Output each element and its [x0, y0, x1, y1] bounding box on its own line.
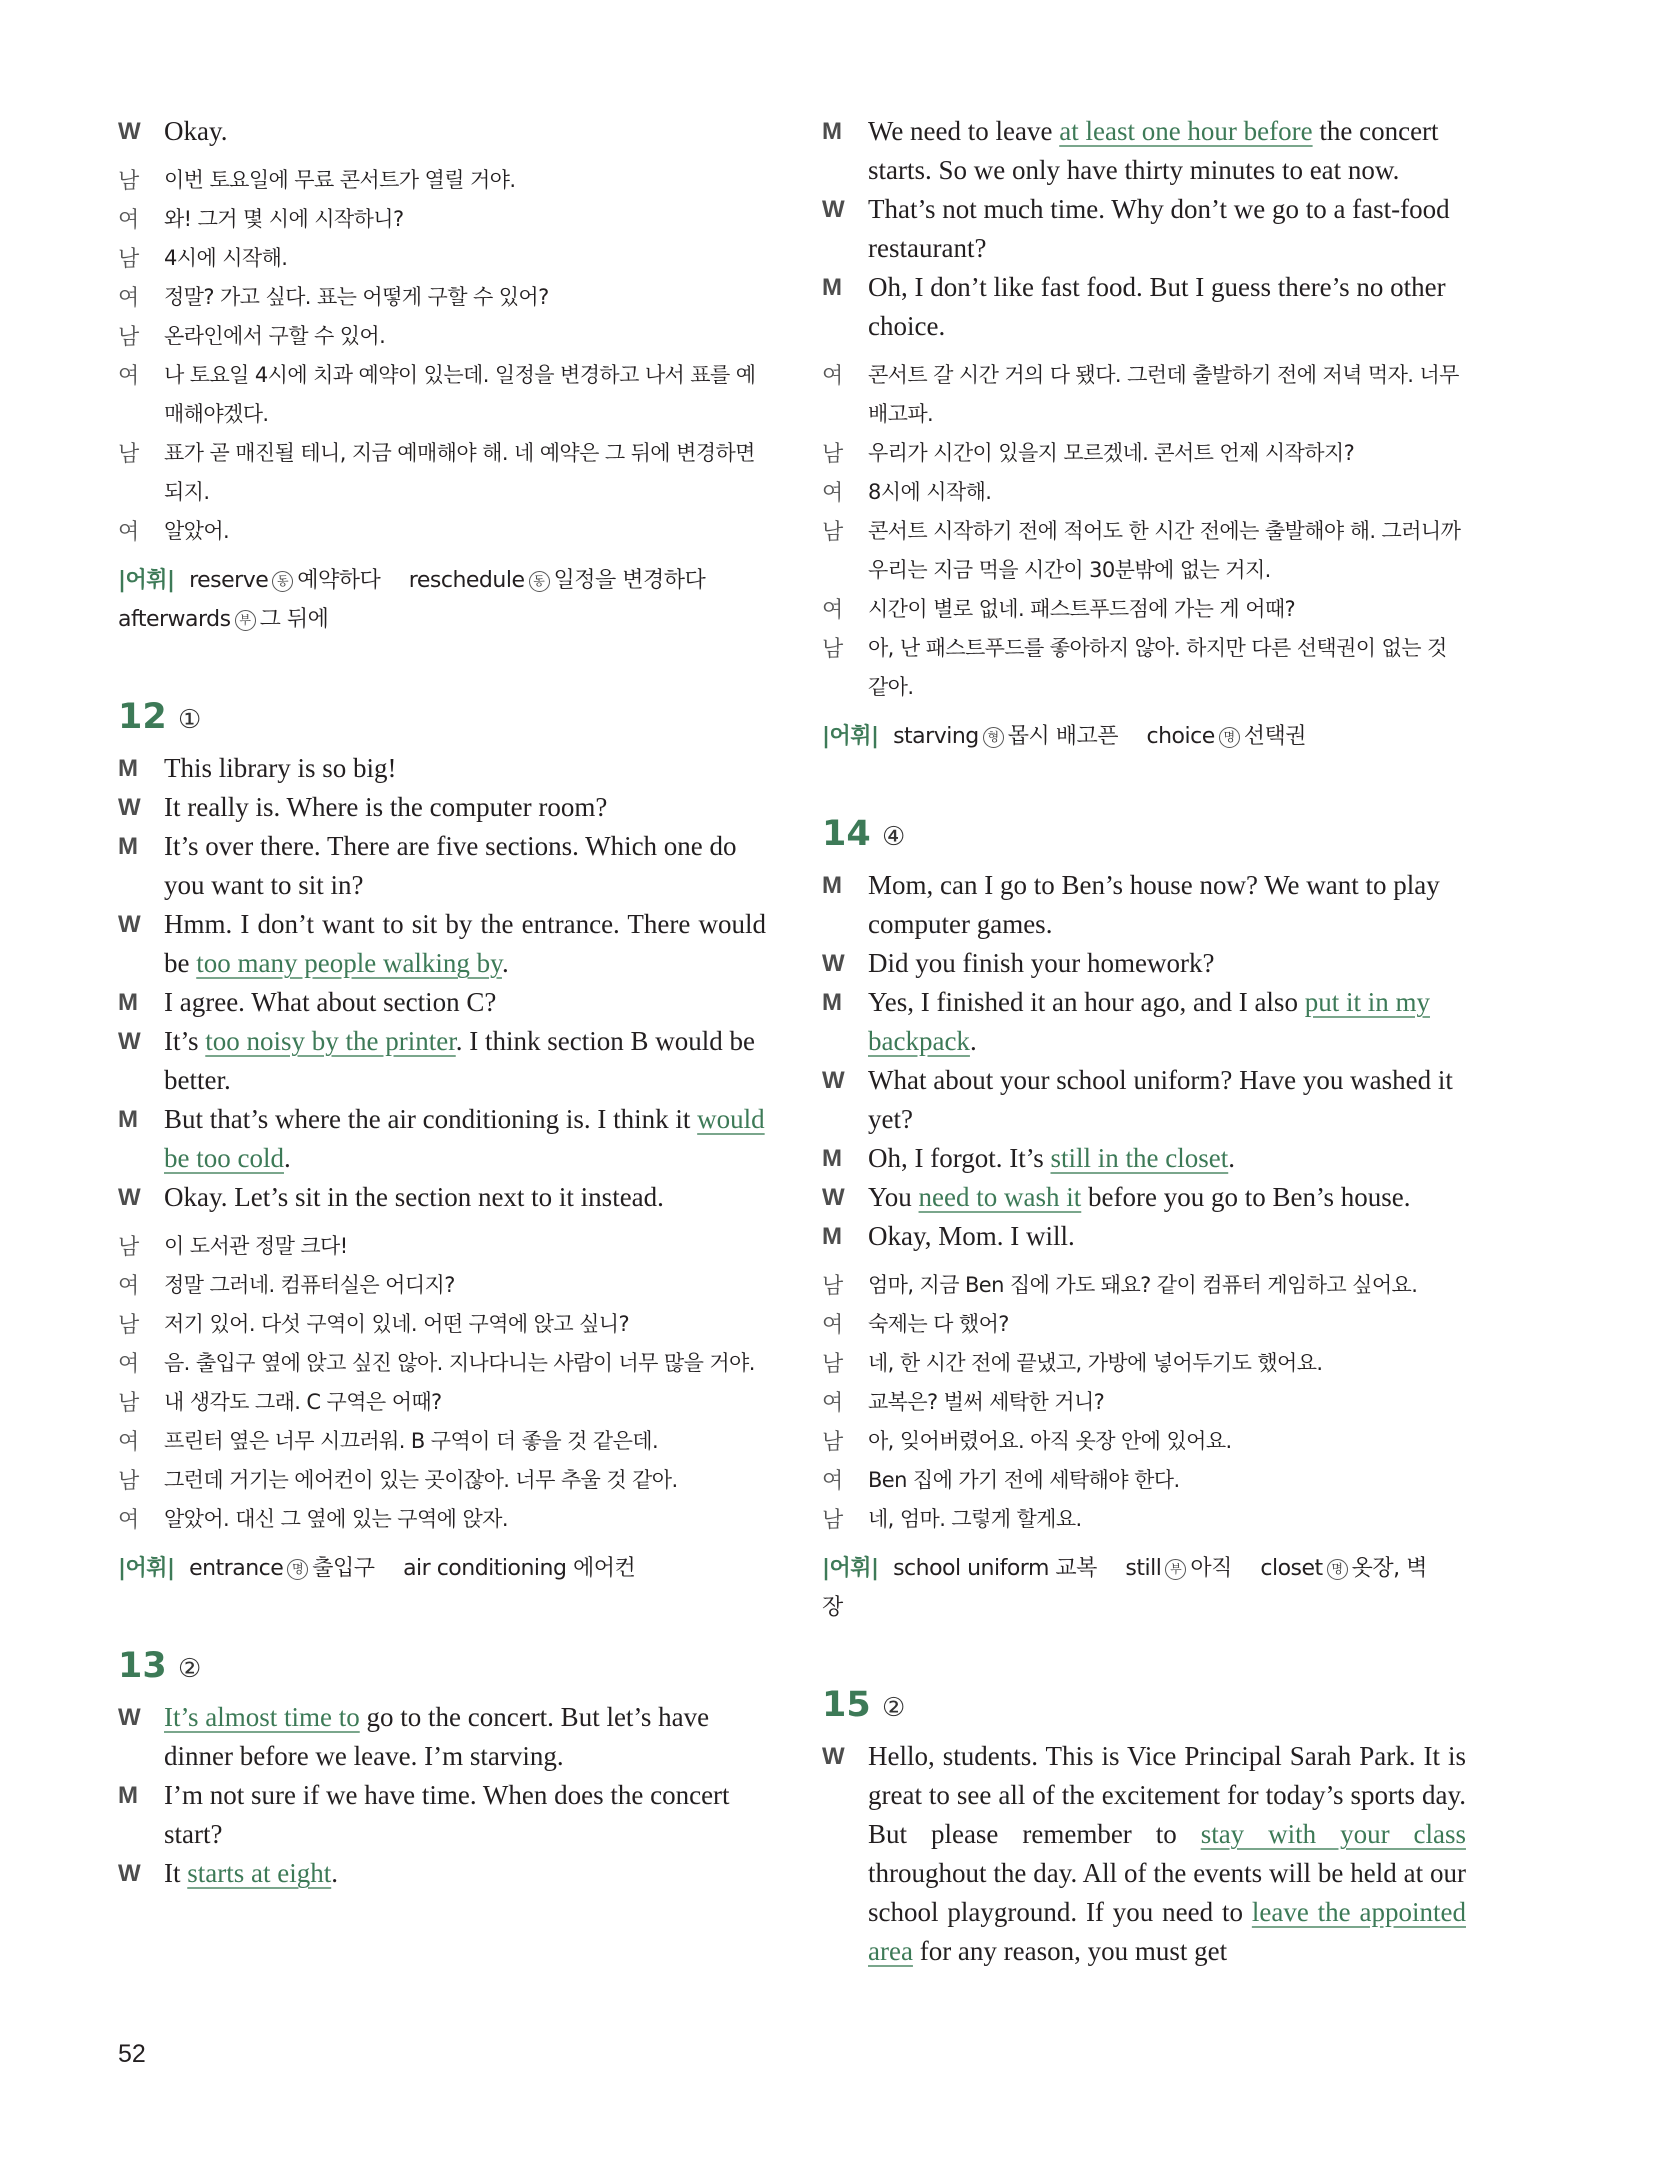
answer-blank: need to wash it — [918, 1182, 1082, 1212]
speaker-label: M — [118, 755, 138, 782]
speaker-label: W — [118, 911, 141, 938]
translation-text: 알았어. — [164, 519, 230, 543]
vocab-item — [1147, 724, 1307, 749]
dialogue-line — [118, 827, 766, 905]
speaker-label: 남 — [118, 1312, 140, 1337]
speaker-label: W — [118, 1184, 141, 1211]
translation-text: 그런데 거기는 에어컨이 있는 곳이잖아. 너무 추울 것 같아. — [164, 1468, 678, 1492]
vocab-word: reschedule — [408, 568, 525, 593]
text-segment: We need to leave — [868, 116, 1060, 146]
speaker-label: 남 — [118, 324, 140, 349]
adjective-mark-icon: 형 — [983, 727, 1004, 748]
translation-line — [822, 629, 1466, 707]
translation-line — [118, 512, 766, 551]
translation-text: 네, 엄마. 그렇게 할게요. — [868, 1507, 1082, 1531]
noun-mark-icon: 명 — [1219, 727, 1240, 748]
dialogue-line — [118, 1854, 766, 1893]
dialogue-line — [118, 1100, 766, 1178]
text-segment: . I think section B would be better. — [164, 1026, 755, 1095]
text-segment: It’s — [164, 1026, 206, 1056]
left-column — [118, 112, 766, 1893]
dialogue-line — [118, 1178, 766, 1217]
dialogue-line — [118, 788, 766, 827]
answer-blank: It’s almost time to — [164, 1702, 360, 1732]
speaker-label: M — [822, 989, 842, 1016]
speaker-label: 여 — [118, 519, 140, 544]
dialogue-text — [868, 112, 1466, 190]
right-column — [822, 112, 1466, 1971]
text-segment: Hmm. I don’t want to sit by the entrance. There would be — [164, 909, 766, 978]
answer-blank: leave the appointed area — [868, 1897, 1466, 1966]
dialogue-text: It’s over there. There are five sections. Which one do you want to sit in? — [164, 831, 737, 900]
dialogue-text: Okay. Let’s sit in the section next to it instead. — [164, 1182, 664, 1212]
translation-line — [822, 1266, 1466, 1305]
vocab-item — [403, 1556, 635, 1581]
text-segment: You — [868, 1182, 919, 1212]
speaker-label: 남 — [822, 1507, 844, 1532]
dialogue-text: Okay, Mom. I will. — [868, 1221, 1075, 1251]
text-segment: . — [501, 948, 509, 978]
dialogue-text: That’s not much time. Why don’t we go to a fast-food restaurant? — [868, 194, 1450, 263]
speaker-label: 남 — [822, 441, 844, 466]
question-header — [118, 1646, 766, 1686]
translation-text: 이 도서관 정말 크다! — [164, 1234, 348, 1258]
speaker-label: 여 — [118, 1507, 140, 1532]
question-number: 12 — [118, 697, 167, 737]
answer-mark: ② — [882, 1693, 906, 1723]
answer-blank: too noisy by the printer — [205, 1026, 456, 1056]
vocab-definition: 교복 — [1055, 1556, 1097, 1581]
dialogue-text — [868, 1178, 1466, 1217]
translation-text: 4시에 시작해. — [164, 246, 288, 270]
vocab-word: reserve — [189, 568, 269, 593]
dialogue-text — [868, 1139, 1466, 1178]
dialogue-text — [164, 1854, 766, 1893]
dialogue-text: What about your school uniform? Have you washed it yet? — [868, 1065, 1453, 1134]
speaker-label: M — [822, 872, 842, 899]
speaker-label: 여 — [118, 1429, 140, 1454]
speaker-label: 남 — [822, 1429, 844, 1454]
translation-line — [118, 1227, 766, 1266]
translation-line — [118, 1422, 766, 1461]
translation-text: Ben 집에 가기 전에 세탁해야 한다. — [868, 1468, 1180, 1492]
translation-text: 교복은? 벌써 세탁한 거니? — [868, 1390, 1105, 1414]
speaker-label: W — [118, 794, 141, 821]
translation-text: 콘서트 갈 시간 거의 다 됐다. 그런데 출발하기 전에 저녁 먹자. 너무 배고파. — [868, 363, 1459, 426]
dialogue-line — [822, 1217, 1466, 1256]
dialogue-text: I agree. What about section C? — [164, 987, 497, 1017]
translation-line — [118, 317, 766, 356]
translation-text: 아, 난 패스트푸드를 좋아하지 않아. 하지만 다른 선택권이 없는 것 같아. — [868, 636, 1447, 699]
dialogue-line — [822, 112, 1466, 190]
vocab-definition: 아직 — [1190, 1556, 1232, 1581]
speaker-label: W — [118, 1860, 141, 1887]
translation-line — [118, 434, 766, 512]
speaker-label: 남 — [118, 168, 140, 193]
dialogue-line — [118, 1022, 766, 1100]
vocab-definition: 예약하다 — [297, 568, 381, 593]
text-segment: . — [969, 1026, 977, 1056]
translation-line — [118, 161, 766, 200]
adverb-mark-icon: 부 — [1165, 1559, 1186, 1580]
vocabulary-box — [118, 561, 766, 639]
vocab-label: |어휘| — [822, 1556, 879, 1581]
translation-text: 우리가 시간이 있을지 모르겠네. 콘서트 언제 시작하지? — [868, 441, 1355, 465]
speaker-label: 여 — [822, 597, 844, 622]
answer-blank: stay with your class — [1200, 1819, 1466, 1849]
dialogue-line — [118, 1776, 766, 1854]
answer-mark: ① — [178, 705, 202, 735]
text-segment: . — [331, 1858, 338, 1888]
speaker-label: 여 — [118, 1351, 140, 1376]
vocab-item — [409, 568, 705, 593]
speaker-label: 여 — [118, 363, 140, 388]
translation-text: 8시에 시작해. — [868, 480, 992, 504]
translation-line — [822, 356, 1466, 434]
vocab-definition: 일정을 변경하다 — [553, 568, 706, 593]
translation-text: 네, 한 시간 전에 끝냈고, 가방에 넣어두기도 했어요. — [868, 1351, 1323, 1375]
speaker-label: W — [822, 1184, 845, 1211]
speaker-label: 남 — [822, 1351, 844, 1376]
speaker-label: 남 — [118, 1468, 140, 1493]
noun-mark-icon: 명 — [287, 1559, 308, 1580]
translation-line — [118, 1266, 766, 1305]
text-segment: the concert starts. So we only have thirty minutes to eat now. — [868, 116, 1439, 185]
translation-line — [118, 1500, 766, 1539]
text-segment: It — [164, 1858, 188, 1888]
speaker-label: W — [118, 1028, 141, 1055]
dialogue-text: Mom, can I go to Ben’s house now? We want to play computer games. — [868, 870, 1440, 939]
dialogue-line — [822, 1061, 1466, 1139]
answer-mark: ④ — [882, 822, 906, 852]
vocab-item — [893, 1556, 1097, 1581]
vocab-definition: 그 뒤에 — [259, 607, 329, 632]
translation-line — [118, 239, 766, 278]
vocab-label: |어휘| — [118, 1556, 175, 1581]
vocab-item — [893, 724, 1118, 749]
dialogue-text — [868, 983, 1466, 1061]
question-number: 13 — [118, 1646, 167, 1686]
answer-blank: starts at eight — [187, 1858, 332, 1888]
question-number: 14 — [822, 814, 871, 854]
vocab-definition: 출입구 — [312, 1556, 375, 1581]
translation-text: 저기 있어. 다섯 구역이 있네. 어떤 구역에 앉고 싶니? — [164, 1312, 630, 1336]
translation-line — [822, 590, 1466, 629]
dialogue-text — [164, 905, 766, 983]
translation-text: 아, 잊어버렸어요. 아직 옷장 안에 있어요. — [868, 1429, 1232, 1453]
translation-line — [822, 1422, 1466, 1461]
speaker-label: W — [822, 950, 845, 977]
question-number: 15 — [822, 1685, 871, 1725]
translation-text: 시간이 별로 없네. 패스트푸드점에 가는 게 어때? — [868, 597, 1296, 621]
speaker-label: M — [822, 274, 842, 301]
question-header — [822, 814, 1466, 854]
speaker-label: M — [118, 1106, 138, 1133]
dialogue-line — [118, 112, 766, 151]
speaker-label: M — [118, 989, 138, 1016]
translation-text: 내 생각도 그래. C 구역은 어때? — [164, 1390, 442, 1414]
page-number: 52 — [118, 2040, 146, 2068]
speaker-label: M — [118, 833, 138, 860]
text-segment: throughout the day. All of the events will be held at our school playground. If you need to — [868, 1858, 1466, 1927]
vocab-definition: 옷장, 벽장 — [822, 1556, 1427, 1620]
dialogue-text: Oh, I don’t like fast food. But I guess there’s no other choice. — [868, 272, 1446, 341]
vocab-word: entrance — [189, 1556, 284, 1581]
vocab-item — [189, 1556, 374, 1581]
translation-line — [822, 1500, 1466, 1539]
vocab-definition: 몹시 배고픈 — [1007, 724, 1118, 749]
text-segment: But that’s where the air conditioning is. I think it — [164, 1104, 698, 1134]
vocab-label: |어휘| — [118, 568, 175, 593]
speaker-label: W — [822, 1067, 845, 1094]
dialogue-text: It really is. Where is the computer room? — [164, 792, 608, 822]
speaker-label: 여 — [118, 1273, 140, 1298]
translation-text: 엄마, 지금 Ben 집에 가도 돼요? 같이 컴퓨터 게임하고 싶어요. — [868, 1273, 1418, 1297]
text-segment: for any reason, you must get — [912, 1936, 1228, 1966]
dialogue-text — [164, 1022, 766, 1100]
dialogue-line — [822, 944, 1466, 983]
translation-text: 표가 곧 매진될 테니, 지금 예매해야 해. 네 예약은 그 뒤에 변경하면 되지. — [164, 441, 755, 504]
speaker-label: 여 — [118, 207, 140, 232]
dialogue-text — [164, 1100, 766, 1178]
verb-mark-icon: 동 — [272, 571, 293, 592]
answer-blank: still in the closet — [1050, 1143, 1229, 1173]
vocab-word: still — [1125, 1556, 1162, 1581]
translation-line — [118, 278, 766, 317]
speaker-label: M — [822, 1145, 842, 1172]
translation-text: 음. 출입구 옆에 앉고 싶진 않아. 지나다니는 사람이 너무 많을 거야. — [164, 1351, 755, 1375]
translation-text: 온라인에서 구할 수 있어. — [164, 324, 386, 348]
question-header — [118, 697, 766, 737]
text-segment: go to the concert. But let’s have dinner before we leave. I’m starving. — [164, 1702, 710, 1771]
text-segment: . — [283, 1143, 291, 1173]
speaker-label: 남 — [118, 1234, 140, 1259]
translation-text: 와! 그거 몇 시에 시작하니? — [164, 207, 404, 231]
text-segment: . — [1228, 1143, 1235, 1173]
translation-line — [118, 1383, 766, 1422]
dialogue-line — [822, 1139, 1466, 1178]
dialogue-line — [118, 749, 766, 788]
vocabulary-box — [822, 1549, 1466, 1627]
speaker-label: 여 — [822, 480, 844, 505]
dialogue-line — [822, 268, 1466, 346]
vocab-word: school uniform — [893, 1556, 1049, 1581]
speaker-label: W — [118, 1704, 141, 1731]
translation-line — [118, 200, 766, 239]
translation-line — [822, 434, 1466, 473]
translation-line — [822, 1383, 1466, 1422]
answer-blank: put it in my backpack — [868, 987, 1430, 1056]
speaker-label: W — [822, 1743, 845, 1770]
vocab-item — [118, 607, 328, 632]
text-segment: Yes, I finished it an hour ago, and I also — [868, 987, 1305, 1017]
speaker-label: 남 — [118, 246, 140, 271]
translation-line — [822, 1305, 1466, 1344]
vocab-definition: 선택권 — [1243, 724, 1307, 749]
vocab-word: closet — [1260, 1556, 1323, 1581]
answer-blank: too many people walking by — [196, 948, 502, 978]
translation-text: 이번 토요일에 무료 콘서트가 열릴 거야. — [164, 168, 516, 192]
translation-text: 알았어. 대신 그 옆에 있는 구역에 앉자. — [164, 1507, 508, 1531]
speaker-label: 여 — [822, 363, 844, 388]
speaker-label: 남 — [822, 636, 844, 661]
text-segment: before you go to Ben’s house. — [1081, 1182, 1411, 1212]
speaker-label: M — [822, 1223, 842, 1250]
text-segment: Oh, I forgot. It’s — [868, 1143, 1051, 1173]
speaker-label: M — [822, 118, 842, 145]
dialogue-text — [868, 1737, 1466, 1971]
vocabulary-box — [118, 1549, 766, 1588]
vocab-word: air conditioning — [403, 1556, 567, 1581]
speaker-label: 남 — [822, 519, 844, 544]
question-header — [822, 1685, 1466, 1725]
answer-blank: would be too cold — [164, 1104, 765, 1173]
dialogue-line — [822, 1737, 1466, 1971]
answer-blank: at least one hour before — [1059, 116, 1313, 146]
dialogue-line — [118, 983, 766, 1022]
speaker-label: 남 — [118, 1390, 140, 1415]
translation-line — [118, 1344, 766, 1383]
vocab-item — [1125, 1556, 1231, 1581]
translation-text: 콘서트 시작하기 전에 적어도 한 시간 전에는 출발해야 해. 그러니까 우리는 지금 먹을 시간이 30분밖에 없는 거지. — [868, 519, 1461, 582]
speaker-label: 여 — [822, 1468, 844, 1493]
translation-line — [118, 1461, 766, 1500]
dialogue-line — [822, 190, 1466, 268]
dialogue-line — [822, 983, 1466, 1061]
dialogue-line — [118, 1698, 766, 1776]
translation-line — [822, 1344, 1466, 1383]
speaker-label: 남 — [118, 441, 140, 466]
dialogue-text: Okay. — [164, 116, 228, 146]
speaker-label: W — [118, 118, 141, 145]
verb-mark-icon: 동 — [529, 571, 550, 592]
translation-text: 프린터 옆은 너무 시끄러워. B 구역이 더 좋을 것 같은데. — [164, 1429, 659, 1453]
text-segment: Hello, students. This is Vice Principal Sarah Park. It is great to see all of the excitement for today’s sports day. But please remember to — [868, 1741, 1466, 1849]
speaker-label: 여 — [118, 285, 140, 310]
vocabulary-box — [822, 717, 1466, 756]
noun-mark-icon: 명 — [1327, 1559, 1348, 1580]
translation-text: 정말? 가고 싶다. 표는 어떻게 구할 수 있어? — [164, 285, 549, 309]
vocab-word: starving — [893, 724, 979, 749]
speaker-label: 남 — [822, 1273, 844, 1298]
translation-line — [822, 473, 1466, 512]
speaker-label: W — [822, 196, 845, 223]
translation-text: 나 토요일 4시에 치과 예약이 있는데. 일정을 변경하고 나서 표를 예매해야겠다. — [164, 363, 756, 426]
dialogue-text: Did you finish your homework? — [868, 948, 1215, 978]
dialogue-line — [822, 866, 1466, 944]
answer-mark: ② — [178, 1654, 202, 1684]
translation-text: 숙제는 다 했어? — [868, 1312, 1009, 1336]
translation-line — [822, 1461, 1466, 1500]
translation-text: 정말 그러네. 컴퓨터실은 어디지? — [164, 1273, 455, 1297]
translation-line — [118, 356, 766, 434]
vocab-label: |어휘| — [822, 724, 879, 749]
translation-line — [118, 1305, 766, 1344]
dialogue-text: I’m not sure if we have time. When does the concert start? — [164, 1780, 730, 1849]
dialogue-text: This library is so big! — [164, 753, 397, 783]
dialogue-line — [822, 1178, 1466, 1217]
speaker-label: M — [118, 1782, 138, 1809]
dialogue-line — [118, 905, 766, 983]
speaker-label: 여 — [822, 1312, 844, 1337]
adverb-mark-icon: 부 — [235, 610, 256, 631]
vocab-word: choice — [1146, 724, 1215, 749]
translation-line — [822, 512, 1466, 590]
vocab-item — [189, 568, 380, 593]
vocab-definition: 에어컨 — [572, 1556, 636, 1581]
vocab-word: afterwards — [118, 607, 231, 632]
speaker-label: 여 — [822, 1390, 844, 1415]
dialogue-text — [164, 1698, 766, 1776]
